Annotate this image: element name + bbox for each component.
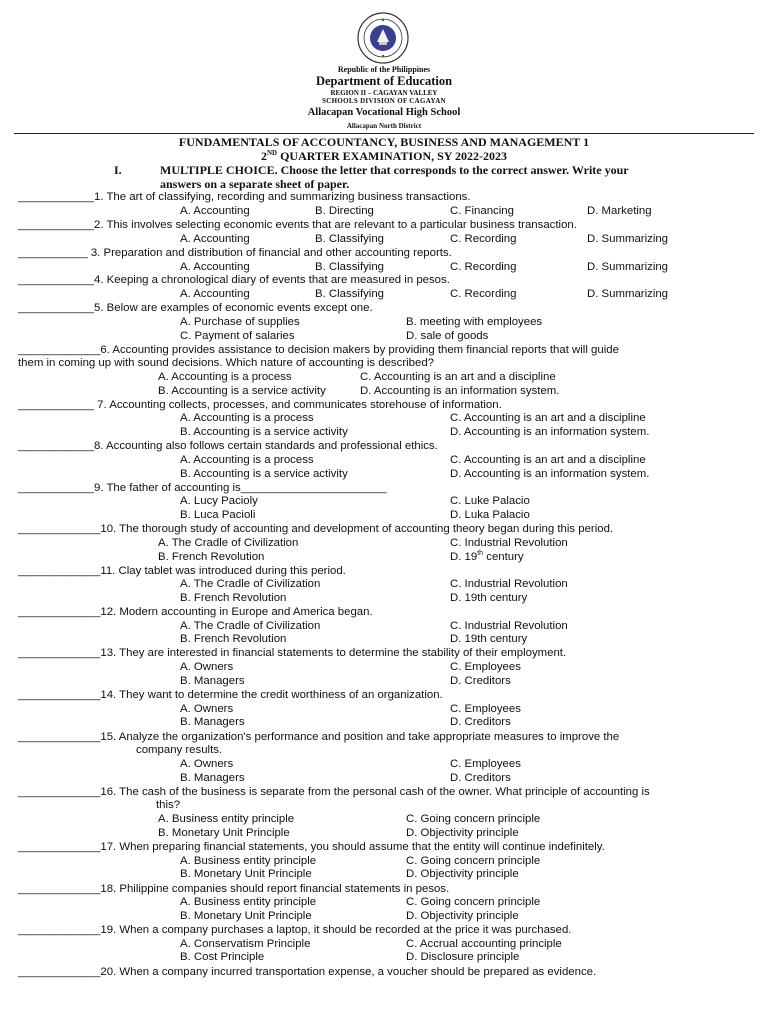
region-line: REGION II – CAGAYAN VALLEY	[330, 89, 438, 97]
question-7: ____________ 7. Accounting collects, processes, and communicates storehouse of information.	[18, 399, 502, 411]
q7-option-d: D. Accounting is an information system.	[450, 426, 650, 438]
q12-option-c: C. Industrial Revolution	[450, 620, 568, 632]
q2-option-a: A. Accounting	[180, 233, 250, 245]
q16-option-b: B. Monetary Unit Principle	[158, 827, 290, 839]
q1-option-a: A. Accounting	[180, 205, 250, 217]
question-18: _____________18. Philippine companies should report financial statements in pesos.	[18, 883, 450, 895]
school-name: Allacapan Vocational High School	[307, 107, 461, 118]
q15-option-c: C. Employees	[450, 758, 521, 770]
q11-option-d: D. 19th century	[450, 592, 528, 604]
section-instruction-line1: MULTIPLE CHOICE. Choose the letter that corresponds to the correct answer. Write your	[160, 163, 629, 177]
q10-option-b: B. French Revolution	[158, 551, 265, 563]
q14-option-d: D. Creditors	[450, 716, 511, 728]
exam-title: 2ND QUARTER EXAMINATION, SY 2022-2023	[260, 149, 508, 163]
q1-option-b: B. Directing	[315, 205, 374, 217]
q8-option-d: D. Accounting is an information system.	[450, 468, 650, 480]
q3-option-b: B. Classifying	[315, 261, 385, 273]
q15-option-b: B. Managers	[180, 772, 245, 784]
question-16-cont: this?	[156, 799, 181, 811]
q3-option-a: A. Accounting	[180, 261, 250, 273]
q16-option-c: C. Going concern principle	[406, 813, 541, 825]
q6-option-a: A. Accounting is a process	[158, 371, 292, 383]
q9-option-b: B. Luca Pacioli	[180, 509, 256, 521]
question-16: _____________16. The cash of the business is separate from the personal cash of the owner. What principle of accounting is	[18, 786, 650, 798]
q12-option-b: B. French Revolution	[180, 633, 287, 645]
q2-option-c: C. Recording	[450, 233, 517, 245]
q8-option-b: B. Accounting is a service activity	[180, 468, 348, 480]
question-3: ___________ 3. Preparation and distribution of financial and other accounting reports.	[18, 247, 452, 259]
q19-option-d: D. Disclosure principle	[406, 951, 520, 963]
q17-option-d: D. Objectivity principle	[406, 868, 519, 880]
q2-option-d: D. Summarizing	[587, 233, 669, 245]
question-4: ____________4. Keeping a chronological diary of events that are measured in pesos.	[18, 274, 450, 286]
section-instruction-line2: answers on a separate sheet of paper.	[160, 177, 350, 191]
question-19: _____________19. When a company purchases a laptop, it should be recorded at the price it was purchased.	[18, 924, 572, 936]
q11-option-b: B. French Revolution	[180, 592, 287, 604]
question-20: _____________20. When a company incurred transportation expense, a voucher should be prepared as evidence.	[18, 966, 597, 978]
q15-option-a: A. Owners	[180, 758, 234, 770]
q7-option-c: C. Accounting is an art and a discipline	[450, 412, 646, 424]
q7-option-b: B. Accounting is a service activity	[180, 426, 348, 438]
q18-option-a: A. Business entity principle	[180, 896, 317, 908]
question-13: _____________13. They are interested in financial statements to determine the stability of their employment.	[18, 647, 567, 659]
header-divider	[14, 133, 754, 134]
question-9: ____________9. The father of accounting is_______________________	[18, 482, 387, 494]
q19-option-b: B. Cost Principle	[180, 951, 265, 963]
question-10: _____________10. The thorough study of accounting and development of accounting theory began during this period.	[18, 523, 614, 535]
q14-option-b: B. Managers	[180, 716, 245, 728]
q14-option-c: C. Employees	[450, 703, 521, 715]
question-6-cont: them in coming up with sound decisions. Which nature of accounting is described?	[18, 357, 434, 369]
deped-seal-logo	[357, 12, 409, 64]
q5-option-a: A. Purchase of supplies	[180, 316, 300, 328]
q5-option-c: C. Payment of salaries	[180, 330, 295, 342]
question-15: _____________15. Analyze the organization's performance and position and take appropriate measures to improve the	[18, 731, 620, 743]
q12-option-a: A. The Cradle of Civilization	[180, 620, 321, 632]
q9-option-d: D. Luka Palacio	[450, 509, 530, 521]
question-2: ____________2. This involves selecting economic events that are relevant to a particular business transaction.	[18, 219, 577, 231]
q10-option-d: D. 19th century	[450, 550, 524, 563]
q4-option-d: D. Summarizing	[587, 288, 669, 300]
q4-option-c: C. Recording	[450, 288, 517, 300]
q19-option-a: A. Conservatism Principle	[180, 938, 311, 950]
q1-option-d: D. Marketing	[587, 205, 652, 217]
division-line: SCHOOLS DIVISION OF CAGAYAN	[322, 97, 446, 105]
q1-option-c: C. Financing	[450, 205, 514, 217]
q10-option-c: C. Industrial Revolution	[450, 537, 568, 549]
q13-option-b: B. Managers	[180, 675, 245, 687]
section-numeral: I.	[114, 163, 122, 177]
q18-option-d: D. Objectivity principle	[406, 910, 519, 922]
question-12: _____________12. Modern accounting in Europe and America began.	[18, 606, 373, 618]
question-17: _____________17. When preparing financial statements, you should assume that the entity will continue indefinitely.	[18, 841, 605, 853]
question-14: _____________14. They want to determine the credit worthiness of an organization.	[18, 689, 443, 701]
q8-option-c: C. Accounting is an art and a discipline	[450, 454, 646, 466]
q16-option-d: D. Objectivity principle	[406, 827, 519, 839]
district-line: Allacapan North District	[346, 122, 422, 130]
question-1: ____________1. The art of classifying, recording and summarizing business transactions.	[18, 191, 471, 203]
q4-option-b: B. Classifying	[315, 288, 385, 300]
q12-option-d: D. 19th century	[450, 633, 528, 645]
q13-option-d: D. Creditors	[450, 675, 511, 687]
question-11: _____________11. Clay tablet was introduced during this period.	[18, 565, 346, 577]
q17-option-b: B. Monetary Unit Principle	[180, 868, 312, 880]
q6-option-d: D. Accounting is an information system.	[360, 385, 560, 397]
q4-option-a: A. Accounting	[180, 288, 250, 300]
q13-option-a: A. Owners	[180, 661, 234, 673]
q18-option-b: B. Monetary Unit Principle	[180, 910, 312, 922]
q18-option-c: C. Going concern principle	[406, 896, 541, 908]
q5-option-d: D. sale of goods	[406, 330, 489, 342]
q8-option-a: A. Accounting is a process	[180, 454, 314, 466]
q13-option-c: C. Employees	[450, 661, 521, 673]
q11-option-c: C. Industrial Revolution	[450, 578, 568, 590]
q9-option-c: C. Luke Palacio	[450, 495, 530, 507]
q6-option-c: C. Accounting is an art and a discipline	[360, 371, 556, 383]
q7-option-a: A. Accounting is a process	[180, 412, 314, 424]
q3-option-d: D. Summarizing	[587, 261, 669, 273]
question-8: ____________8. Accounting also follows certain standards and professional ethics.	[18, 440, 438, 452]
q5-option-b: B. meeting with employees	[406, 316, 543, 328]
department-name: Department of Education	[315, 74, 453, 88]
question-5: ____________5. Below are examples of economic events except one.	[18, 302, 373, 314]
q17-option-c: C. Going concern principle	[406, 855, 541, 867]
q3-option-c: C. Recording	[450, 261, 517, 273]
q17-option-a: A. Business entity principle	[180, 855, 317, 867]
q14-option-a: A. Owners	[180, 703, 234, 715]
q6-option-b: B. Accounting is a service activity	[158, 385, 326, 397]
q15-option-d: D. Creditors	[450, 772, 511, 784]
q2-option-b: B. Classifying	[315, 233, 385, 245]
question-15-cont: company results.	[136, 744, 223, 756]
subject-title: FUNDAMENTALS OF ACCOUNTANCY, BUSINESS AND MANAGEMENT 1	[178, 135, 590, 149]
q19-option-c: C. Accrual accounting principle	[406, 938, 562, 950]
q10-option-a: A. The Cradle of Civilization	[158, 537, 299, 549]
question-6: _____________6. Accounting provides assistance to decision makers by providing them financial reports that will guide	[18, 344, 619, 356]
q16-option-a: A. Business entity principle	[158, 813, 295, 825]
republic-line: Republic of the Philippines	[337, 65, 431, 74]
q11-option-a: A. The Cradle of Civilization	[180, 578, 321, 590]
q9-option-a: A. Lucy Pacioly	[180, 495, 258, 507]
